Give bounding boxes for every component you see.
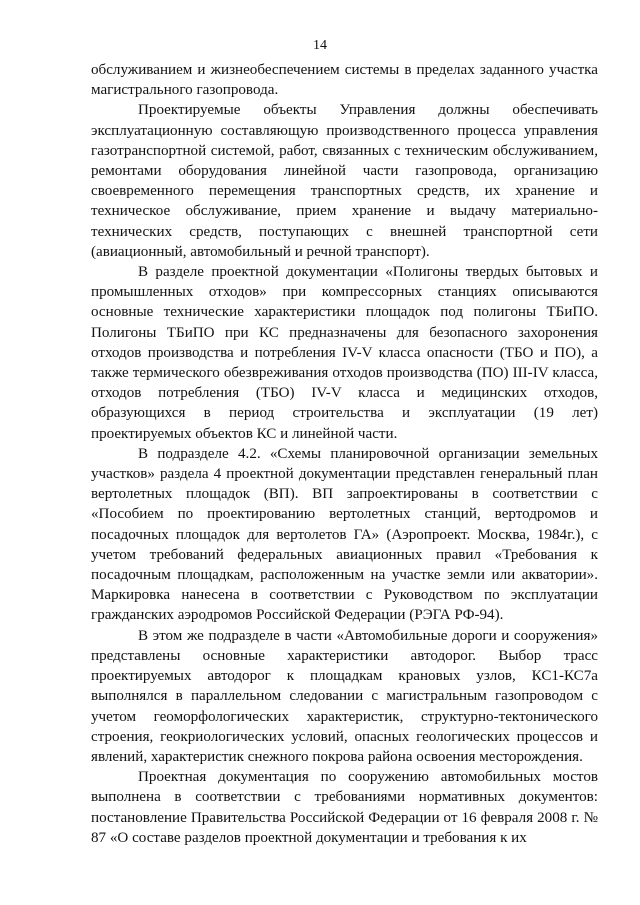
paragraph-waste-polygons: В разделе проектной документации «Полигоны твердых бытовых и промышленных отходов» при компрессорных станциях описываются основные технические характеристики площадок под полигоны ТБиПО. Полигоны ТБиПО при КС предназначены для безопасного захоронения отходов производства и потребления IV-V класса опасности (ТБО и ПО), а также термического обезвреживания отходов производства (ПО) III-IV класса, отходов потребления (ТБО) IV-V класса и медицинских отходов, образующихся в период строительства и эксплуатации (19 лет) проектируемых объектов КС и линейной части. [91,264,598,442]
page-number: 14 [313,38,327,53]
body-text [91,60,598,848]
paragraph-bridges: Проектная документация по сооружению автомобильных мостов выполнена в соответствии с требованиями нормативных документов: постановление Правительства Российской Федерации от 16 февраля 2008 г. № 87 «О составе разделов проектной документации и требования к их [91,769,598,846]
paragraph-continuation: обслуживанием и жизнеобеспечением системы в пределах заданного участка магистрального газопровода. [91,62,598,99]
paragraph-roads: В этом же подразделе в части «Автомобильные дороги и сооружения» представлены основные характеристики автодорог. Выбор трасс проектируемых автодорог к площадкам крановых узлов, КС1-КС7а выполнялся в параллельном следовании с магистральным газопроводом с учетом геоморфологических характеристик, структурно-тектонического строения, геокриологических условий, опасных геологических процессов и явлений, характеристик снежного покрова района освоения месторождения. [91,627,598,765]
paragraph-helipads: В подразделе 4.2. «Схемы планировочной организации земельных участков» раздела 4 проектной документации представлен генеральный план вертолетных площадок (ВП). ВП запроектированы в соответствии с «Пособием по проектированию вертолетных станций, вертодромов и посадочных площадок для вертолетов ГА» (Аэропроект. Москва, 1984г.), с учетом требований федеральных авиационных правил «Требования к посадочным площадкам, расположенным на участке земли или акватории». Маркировка нанесена в соответствии с Руководством по эксплуатации гражданских аэродромов Российской Федерации (РЭГА РФ-94). [91,445,598,624]
paragraph-management-facilities: Проектируемые объекты Управления должны обеспечивать эксплуатационную составляющую производственного процесса управления газотранспортной системой, работ, связанных с техническим обслуживанием, ремонтами оборудования линейной части газопровода, организацию своевременного перемещения транспортных средств, их хранение и техническое обслуживание, прием хранение и выдачу материально-технических средств, поступающих с внешней транспортной сети (авиационный, автомобильный и речной транспорт). [91,102,598,260]
